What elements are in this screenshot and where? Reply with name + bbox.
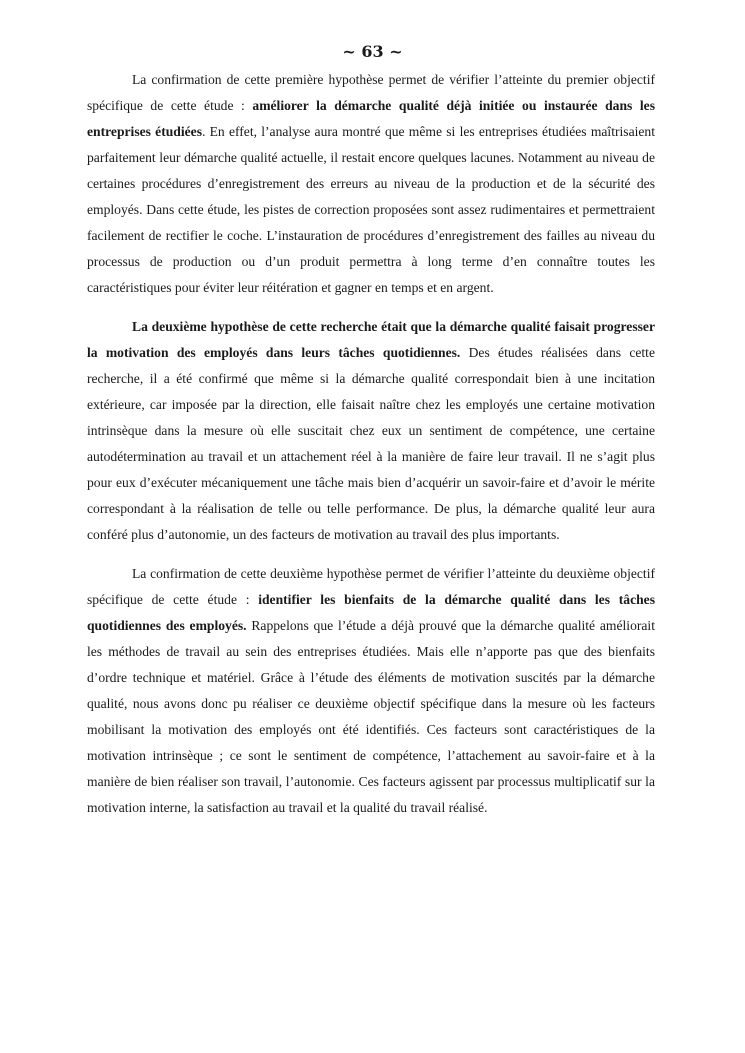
paragraph-text: Des études réalisées dans cette recherche, il a été confirmé que même si la démarche qualité correspondait bien à une incitation extérieure, car imposée par la direction, elle faisait naître chez les employés une certaine motivation intrinsèque dans la mesure où elle suscitait chez eux un sentiment de compétence, une certaine autodétermination au travail et un attachement réel à la manière de faire leur travail. Il ne s’agit plus pour eux d’exécuter mécaniquement une tâche mais bien d’acquérir un savoir-faire et d’avoir le mérite correspondant à la réalisation de telle ou telle performance. De plus, la démarche qualité leur aura conféré plus d’autonomie, un des facteurs de motivation au travail des plus importants.	[87, 345, 655, 542]
paragraph-text: . En effet, l’analyse aura montré que même si les entreprises étudiées maîtrisaient parfaitement leur démarche qualité actuelle, il restait encore quelques lacunes. Notamment au niveau de certaines procédures d’enregistrement des erreurs au niveau de la production et de la sécurité des employés. Dans cette étude, les pistes de correction proposées sont assez rudimentaires et permettraient facilement de rectifier le coche. L’instauration de procédures d’enregistrement des failles au niveau du processus de production ou d’un produit permettra à long terme d’en connaître toutes les caractéristiques pour éviter leur réitération et gagner en temps et en argent.	[87, 123, 655, 295]
body-text	[87, 67, 655, 821]
page-number: ~ 63 ~	[342, 42, 403, 61]
paragraph-text: La confirmation de cette première hypothèse permet de vérifier l’atteinte du premier objectif spécifique de cette étude :	[87, 72, 655, 113]
paragraph-second-hypothesis-confirmation	[87, 561, 655, 821]
paragraph-bold-hypothesis: La deuxième hypothèse de cette recherche était que la démarche qualité faisait progresser la motivation des employés dans leurs tâches quotidiennes.	[87, 319, 655, 361]
paragraph-bold-objective: améliorer la démarche qualité déjà initiée ou instaurée dans les entreprises étudiées	[87, 97, 655, 139]
paragraph-text: La confirmation de cette deuxième hypothèse permet de vérifier l’atteinte du deuxième objectif spécifique de cette étude :	[87, 566, 655, 608]
paragraph-bold-objective: identifier les bienfaits de la démarche qualité dans les tâches quotidiennes des employés.	[87, 592, 655, 634]
paragraph-second-hypothesis	[87, 314, 655, 548]
paragraph-first-hypothesis-confirmation	[87, 67, 655, 301]
paragraph-text: Rappelons que l’étude a déjà prouvé que la démarche qualité améliorait les méthodes de travail au sein des entreprises étudiées. Mais elle n’apporte pas que des bienfaits d’ordre technique et matériel. Grâce à l’étude des éléments de motivation suscités par la démarche qualité, nous avons donc pu réaliser ce deuxième objectif spécifique dans la mesure où les facteurs mobilisant la motivation des employés ont été identifiés. Ces facteurs sont caractéristiques de la motivation intrinsèque ; ce sont le sentiment de compétence, l’attachement au savoir-faire et à la manière de bien réaliser son travail, l’autonomie. Ces facteurs agissent par processus multiplicatif sur la motivation interne, la satisfaction au travail et la qualité du travail réalisé.	[87, 618, 655, 815]
